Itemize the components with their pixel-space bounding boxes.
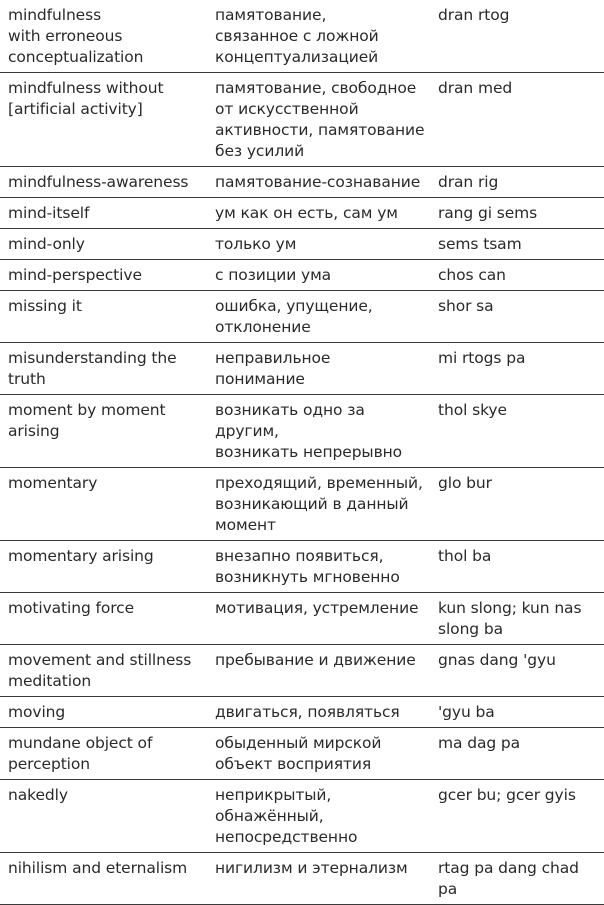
english-term: missing it — [8, 297, 82, 315]
russian-translation: возникать одно за другим, возникать непрерывно — [215, 401, 403, 461]
tibetan-term: gnas dang 'gyu — [438, 651, 556, 669]
tibetan-term: shor sa — [438, 297, 494, 315]
english-term: misunderstanding the truth — [8, 349, 177, 388]
russian-translation: памятование-сознавание — [215, 173, 421, 191]
russian-translation: нигилизм и этернализм — [215, 859, 408, 877]
english-term: mind-itself — [8, 204, 90, 222]
english-term: moving — [8, 703, 66, 721]
english-term: mindfulness without [artificial activity] — [8, 79, 164, 118]
tibetan-term: 'gyu ba — [438, 703, 495, 721]
tibetan-term: dran rig — [438, 173, 499, 191]
glossary-row — [0, 593, 604, 645]
english-term: nakedly — [8, 786, 68, 804]
russian-translation: неправильное понимание — [215, 349, 331, 388]
russian-translation: только ум — [215, 235, 297, 253]
glossary-row — [0, 853, 604, 905]
russian-translation: двигаться, появляться — [215, 703, 400, 721]
glossary-row — [0, 468, 604, 541]
russian-translation: ошибка, упущение, отклонение — [215, 297, 373, 336]
glossary-row — [0, 260, 604, 291]
tibetan-term: kun slong; kun nas slong ba — [438, 599, 582, 638]
english-term: momentary arising — [8, 547, 154, 565]
glossary-row — [0, 291, 604, 343]
tibetan-term: rang gi sems — [438, 204, 538, 222]
glossary-row — [0, 541, 604, 593]
glossary-row — [0, 167, 604, 198]
tibetan-term: chos can — [438, 266, 506, 284]
glossary-row — [0, 229, 604, 260]
glossary-row — [0, 645, 604, 697]
english-term: mindfulness-awareness — [8, 173, 189, 191]
english-term: momentary — [8, 474, 98, 492]
russian-translation: обыденный мирской объект восприятия — [215, 734, 382, 773]
tibetan-term: gcer bu; gcer gyis — [438, 786, 576, 804]
tibetan-term: ma dag pa — [438, 734, 521, 752]
russian-translation: мотивация, устремление — [215, 599, 419, 617]
english-term: movement and stillness meditation — [8, 651, 192, 690]
russian-translation: с позиции ума — [215, 266, 332, 284]
glossary-row — [0, 343, 604, 395]
russian-translation: ум как он есть, сам ум — [215, 204, 398, 222]
russian-translation: памятование, связанное с ложной концептуализацией — [215, 6, 379, 66]
russian-translation: памятование, свободное от искусственной активности, памятование без усилий — [215, 79, 425, 160]
tibetan-term: glo bur — [438, 474, 492, 492]
tibetan-term: sems tsam — [438, 235, 522, 253]
tibetan-term: rtag pa dang chad pa — [438, 859, 579, 898]
russian-translation: неприкрытый, обнажённый, непосредственно — [215, 786, 358, 846]
english-term: mind-perspective — [8, 266, 142, 284]
tibetan-term: thol ba — [438, 547, 492, 565]
tibetan-term: thol skye — [438, 401, 507, 419]
glossary-row — [0, 0, 604, 73]
english-term: mind-only — [8, 235, 85, 253]
english-term: nihilism and eternalism — [8, 859, 188, 877]
glossary-row — [0, 728, 604, 780]
glossary-row — [0, 73, 604, 167]
glossary-row — [0, 395, 604, 468]
english-term: motivating force — [8, 599, 135, 617]
tibetan-term: dran med — [438, 79, 513, 97]
glossary-row — [0, 780, 604, 853]
tibetan-term: dran rtog — [438, 6, 510, 24]
russian-translation: преходящий, временный, возникающий в данный момент — [215, 474, 423, 534]
english-term: moment by moment arising — [8, 401, 166, 440]
glossary-row — [0, 198, 604, 229]
russian-translation: пребывание и движение — [215, 651, 416, 669]
tibetan-term: mi rtogs pa — [438, 349, 526, 367]
russian-translation: внезапно появиться, возникнуть мгновенно — [215, 547, 400, 586]
english-term: mindfulness with erroneous conceptualization — [8, 6, 144, 66]
english-term: mundane object of perception — [8, 734, 153, 773]
glossary-row — [0, 697, 604, 728]
